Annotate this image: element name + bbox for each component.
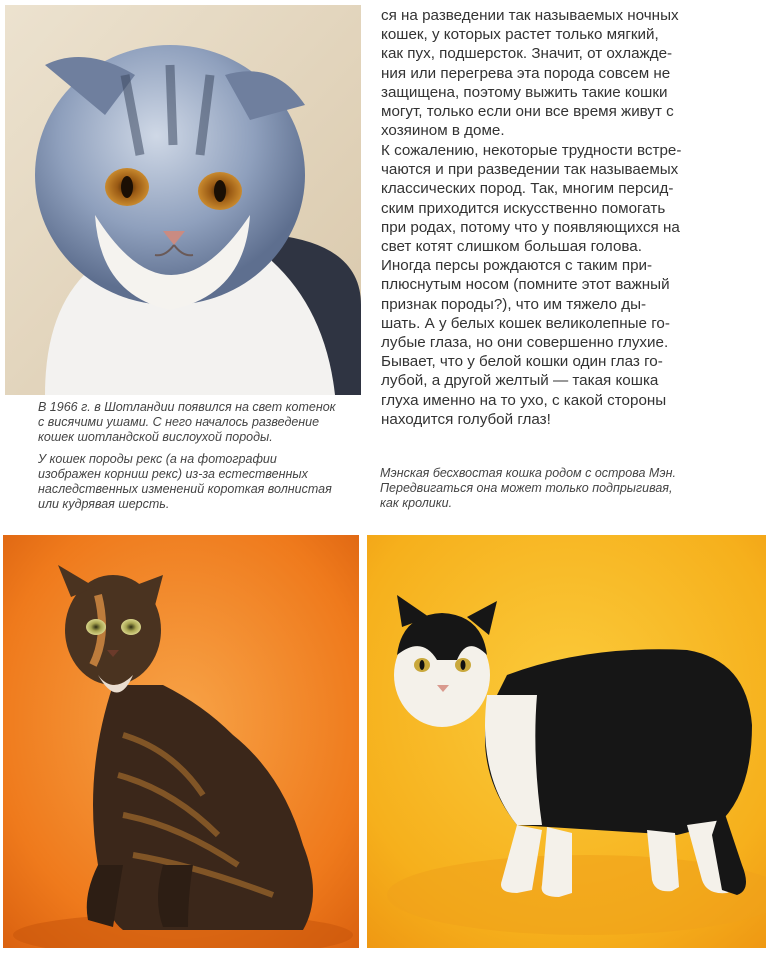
cornish-rex-cat-photo bbox=[3, 535, 359, 948]
scottish-fold-kitten-photo bbox=[5, 5, 361, 395]
manx-cat-photo bbox=[367, 535, 766, 948]
scottish-fold-caption: В 1966 г. в Шотландии появился на свет котенок с висячими ушами. С него началось разведение кошек шотландской вислоухой породы. bbox=[38, 400, 336, 444]
body-paragraph-2: К сожалению, некоторые трудности встре- чаются и при разведении так называемых классических пород. Так, многим персид- ским приходится искусственно помогать при родах, потому что у появляющихся на свет котят слишком большая голова. Иногда персы рождаются с таким при- плюснутым носом (помните этот важный признак породы?), что им тяжело ды- шать. А у белых кошек великолепные го- лубые глаза, но они совершенно глухие. Бывает, что у белой кошки один глаз го- лубой, а другой желтый — такая кошка глуха именно на то ухо, с какой стороны находится голубой глаз! bbox=[381, 142, 682, 428]
rex-caption: У кошек породы рекс (а на фотографии изображен корниш рекс) из-за естественных наследственных изменений короткая волнистая или кудрявая шерсть. bbox=[38, 452, 332, 511]
manx-caption: Мэнская бесхвостая кошка родом с острова Мэн. Передвигаться она может только подпрыгивая, как кролики. bbox=[380, 466, 676, 510]
body-paragraph-1: ся на разведении так называемых ночных кошек, у которых растет только мягкий, как пух, подшерсток. Значит, от охлажде- ния или перегрева эта порода совсем не защищена, поэтому выжить такие кошки могут, только если они все время живут с хозяином в доме. bbox=[381, 7, 679, 140]
